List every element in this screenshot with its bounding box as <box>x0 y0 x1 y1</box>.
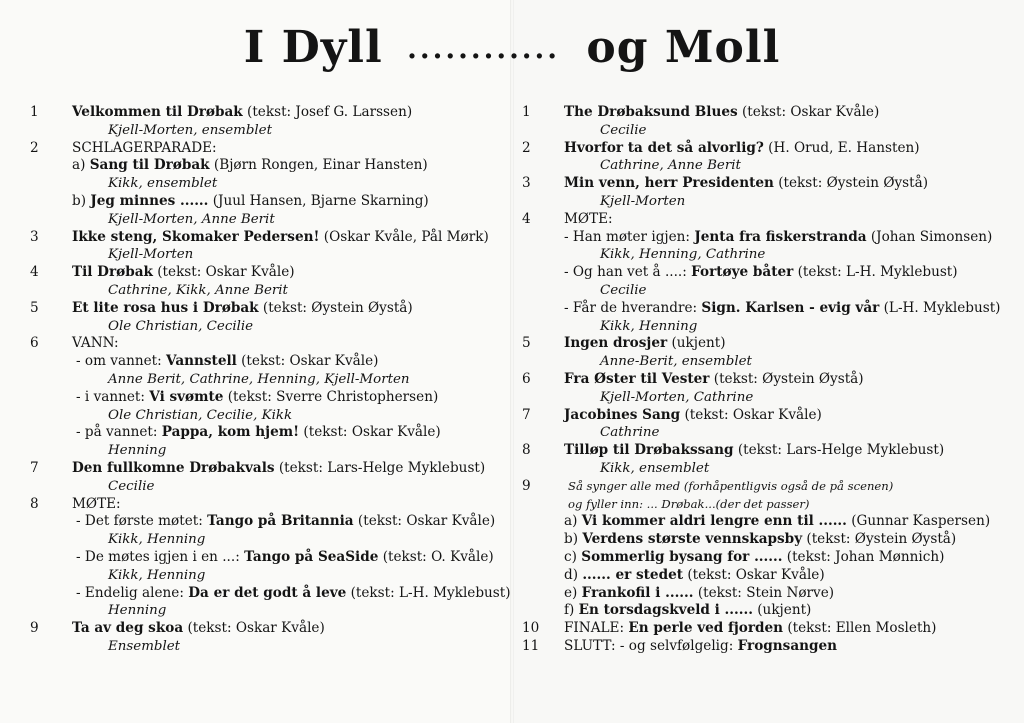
performers: Kikk, ensemblet <box>600 460 710 476</box>
item-text <box>564 211 613 229</box>
performer-line <box>30 122 500 140</box>
performers: Anne Berit, Cathrine, Henning, Kjell-Morten <box>108 371 410 387</box>
item-number: 2 <box>522 139 531 156</box>
item-text <box>72 157 428 175</box>
performer-line <box>30 318 500 336</box>
item-detail: - Får de hverandre: <box>564 299 702 316</box>
item-number: 4 <box>522 210 531 227</box>
item-text <box>72 229 489 247</box>
item-text <box>72 300 413 318</box>
performer-line <box>522 460 1002 478</box>
item-number: 11 <box>522 637 540 654</box>
item-detail: (tekst: Oskar Kvåle) <box>683 566 825 583</box>
program-left-column <box>30 104 511 656</box>
page-fold <box>510 0 514 723</box>
performers: Cecilie <box>600 122 647 138</box>
program-item <box>522 140 1002 158</box>
title-dots: ............ <box>407 32 561 65</box>
program-item <box>522 264 1002 282</box>
item-detail: (tekst: L-H. Myklebust) <box>793 264 958 281</box>
program-item <box>522 567 1002 585</box>
item-text <box>72 193 429 211</box>
program-item <box>522 620 1002 638</box>
performer-line <box>30 175 500 193</box>
song-title: Pappa, kom hjem! <box>161 424 300 441</box>
item-detail: (tekst: Sverre Christophersen) <box>223 388 439 405</box>
item-number: 1 <box>522 104 531 120</box>
item-text <box>564 602 811 620</box>
performers: Kjell-Morten, ensemblet <box>108 122 272 138</box>
performer-line <box>522 157 1002 175</box>
item-detail: - om vannet: <box>76 353 167 370</box>
song-title: Verdens største vennskapsby <box>582 531 803 548</box>
item-text <box>564 567 825 585</box>
item-number: 10 <box>522 620 540 637</box>
song-title: Frognsangen <box>737 637 838 654</box>
program-item <box>522 211 1002 229</box>
item-detail: f) <box>564 602 579 619</box>
song-title: Sommerlig bysang for ...... <box>581 548 783 565</box>
item-detail: (tekst: Oskar Kvåle) <box>353 513 496 530</box>
item-detail: (Juul Hansen, Bjarne Skarning) <box>208 192 429 209</box>
item-detail: (tekst: Oskar Kvåle) <box>680 406 822 423</box>
item-text <box>76 389 438 407</box>
item-text <box>76 549 494 567</box>
item-number: 6 <box>30 335 39 352</box>
song-title: The Drøbaksund Blues <box>564 104 738 120</box>
item-number: 1 <box>30 104 39 120</box>
item-detail: - Han møter igjen: <box>564 228 695 245</box>
handwritten-note <box>522 478 1002 496</box>
item-detail: - i vannet: <box>76 388 150 405</box>
performers: Kikk, Henning, Cathrine <box>600 247 766 263</box>
item-detail: (tekst: Øystein Øystå) <box>258 299 413 316</box>
item-detail: - Det første møtet: <box>76 513 208 530</box>
item-detail: (ukjent) <box>752 602 812 619</box>
item-text <box>564 407 822 425</box>
item-number: 8 <box>522 442 531 459</box>
song-title: Velkommen til Drøbak <box>72 104 243 120</box>
item-detail: a) <box>72 157 90 174</box>
song-title: Vannstell <box>166 353 237 370</box>
performer-line <box>522 246 1002 264</box>
performers: Kikk, Henning <box>600 318 698 334</box>
song-title: Jenta fra fiskerstranda <box>694 228 867 245</box>
item-number: 3 <box>522 175 531 192</box>
item-text <box>564 300 1000 318</box>
performer-line <box>30 371 500 389</box>
performers: Ensemblet <box>108 638 181 654</box>
item-number: 7 <box>522 406 531 423</box>
song-title: Fortøye båter <box>691 264 794 281</box>
item-text <box>564 264 958 282</box>
item-detail: (tekst: L-H. Myklebust) <box>346 584 511 601</box>
performers: Kikk, Henning <box>108 532 206 548</box>
item-detail: (tekst: Lars-Helge Myklebust) <box>733 442 945 459</box>
performers: Kjell-Morten <box>108 247 194 263</box>
item-text <box>72 264 295 282</box>
item-detail: MØTE: <box>72 495 121 512</box>
song-title: Fra Øster til Vester <box>564 370 710 387</box>
item-detail: (L-H. Myklebust) <box>879 299 1001 316</box>
item-text <box>564 371 864 389</box>
performers: Kikk, ensemblet <box>108 176 218 192</box>
performer-line <box>522 353 1002 371</box>
item-number: 5 <box>522 335 531 352</box>
item-text <box>564 335 726 353</box>
program-item <box>30 620 500 638</box>
program-item <box>522 531 1002 549</box>
song-title: Til Drøbak <box>72 264 153 281</box>
program-item <box>30 584 511 603</box>
song-title: En torsdagskveld i ...... <box>578 602 753 619</box>
program-item <box>522 407 1002 425</box>
item-number: 9 <box>522 477 531 494</box>
performers: Ole Christian, Cecilie <box>108 318 254 334</box>
item-detail: MØTE: <box>564 210 613 227</box>
item-detail: (tekst: Oskar Kvåle) <box>152 264 295 281</box>
item-number: 4 <box>30 264 39 281</box>
performer-line <box>30 246 500 264</box>
item-detail: (Gunnar Kaspersen) <box>846 513 991 530</box>
item-detail: - Og han vet å ....: <box>564 264 692 281</box>
item-text <box>564 175 928 193</box>
item-detail: SLUTT: - og selvfølgelig: <box>564 637 738 654</box>
title-left: I Dyll <box>243 22 383 73</box>
item-detail: (tekst: Oskar Kvåle) <box>299 424 441 441</box>
handwritten-note <box>522 496 1002 514</box>
song-title: En perle ved fjorden <box>628 620 784 637</box>
performers: Kikk, Henning <box>108 567 206 583</box>
performers: Henning <box>108 443 167 459</box>
item-detail: (H. Orud, E. Hansten) <box>763 139 920 156</box>
item-detail: (ukjent) <box>667 335 726 352</box>
program-item <box>30 353 500 371</box>
performers: Henning <box>108 603 167 619</box>
item-detail: (tekst: O. Kvåle) <box>378 548 494 565</box>
program-item <box>522 442 1002 460</box>
performers: Cathrine, Anne Berit <box>600 158 741 174</box>
item-text <box>72 460 485 478</box>
program-item <box>522 104 1002 122</box>
item-detail: (tekst: Josef G. Larssen) <box>242 104 413 120</box>
item-detail: (tekst: Lars-Helge Myklebust) <box>274 459 486 476</box>
item-detail: FINALE: <box>564 620 629 637</box>
note-text: Så synger alle med (forhåpentligvis også de på scenen) <box>568 478 894 493</box>
song-title: Tango på SeaSide <box>244 548 379 565</box>
item-detail: VANN: <box>72 335 119 352</box>
item-detail: (tekst: Oskar Kvåle) <box>236 353 379 370</box>
program-item <box>30 300 500 318</box>
item-detail: (Oskar Kvåle, Pål Mørk) <box>319 228 489 245</box>
program-item <box>30 104 500 122</box>
item-detail: a) <box>564 513 582 530</box>
item-detail: e) <box>564 584 582 601</box>
program-item <box>522 175 1002 193</box>
song-title: Jeg minnes ...... <box>90 192 209 209</box>
performer-line <box>522 282 1002 300</box>
item-text <box>564 104 879 122</box>
performer-line <box>522 389 1002 407</box>
item-detail: d) <box>564 566 583 583</box>
song-title: Tilløp til Drøbakssang <box>564 442 734 459</box>
program-item <box>522 585 1002 603</box>
song-title: Tango på Britannia <box>207 513 354 530</box>
performer-line <box>30 211 500 229</box>
item-detail: - på vannet: <box>76 424 162 441</box>
song-title: Ingen drosjer <box>564 335 668 352</box>
item-detail: c) <box>564 548 582 565</box>
song-title: Frankofil i ...... <box>581 584 694 601</box>
program-item <box>30 460 500 478</box>
performer-line <box>522 318 1002 336</box>
program-item <box>30 513 500 531</box>
item-detail: (tekst: Johan Mønnich) <box>782 548 945 565</box>
item-text <box>564 585 834 603</box>
performer-line <box>30 442 500 460</box>
item-detail: - Endelig alene: <box>76 584 189 601</box>
item-detail: b) <box>72 192 91 209</box>
performer-line <box>30 567 500 585</box>
song-title: Sign. Karlsen - evig vår <box>701 299 880 316</box>
item-text <box>76 424 441 442</box>
item-text <box>76 513 495 531</box>
item-detail: (tekst: Øystein Øystå) <box>802 531 957 548</box>
item-detail: (tekst: Oskar Kvåle) <box>737 104 880 120</box>
performers: Kjell-Morten, Cathrine <box>600 389 754 405</box>
song-title: Den fullkomne Drøbakvals <box>72 459 275 476</box>
program-item <box>522 638 1002 656</box>
performer-line <box>522 122 1002 140</box>
item-text <box>76 353 378 371</box>
item-text <box>72 140 217 158</box>
item-text <box>564 513 990 531</box>
program-item <box>30 496 500 514</box>
item-number: 3 <box>30 228 39 245</box>
item-detail: (tekst: Oskar Kvåle) <box>183 620 325 637</box>
performers: Cathrine <box>600 425 660 441</box>
song-title: Jacobines Sang <box>564 406 681 423</box>
song-title: Ta av deg skoa <box>72 620 184 637</box>
item-number: 8 <box>30 495 39 512</box>
program-item <box>30 264 500 282</box>
song-title: Et lite rosa hus i Drøbak <box>72 299 259 316</box>
item-text <box>564 620 936 638</box>
program-item <box>30 193 500 211</box>
program-right-column <box>522 104 1002 656</box>
item-text <box>72 620 325 638</box>
item-number: 7 <box>30 459 39 476</box>
performer-line <box>522 193 1002 211</box>
item-detail: b) <box>564 531 583 548</box>
item-text <box>76 585 511 603</box>
song-title: Sang til Drøbak <box>89 157 210 174</box>
performers: Ole Christian, Cecilie, Kikk <box>108 407 293 423</box>
item-text <box>564 531 956 549</box>
program-item <box>30 229 500 247</box>
item-detail: (tekst: Stein Nørve) <box>693 584 835 601</box>
program-item <box>30 424 500 442</box>
program-item <box>522 602 1002 620</box>
performer-line <box>30 638 500 656</box>
item-detail: - De møtes igjen i en ...: <box>76 548 245 565</box>
program-item <box>522 335 1002 353</box>
program-item <box>30 549 500 567</box>
item-number: 5 <box>30 299 39 316</box>
program-item <box>30 389 500 407</box>
item-detail: (Johan Simonsen) <box>866 228 993 245</box>
performer-line <box>30 407 500 425</box>
program-item <box>30 157 500 175</box>
item-number: 2 <box>30 139 39 156</box>
program-item <box>522 549 1002 567</box>
performers: Anne-Berit, ensemblet <box>600 354 752 370</box>
performers: Kjell-Morten, Anne Berit <box>108 211 275 227</box>
item-detail: (tekst: Øystein Øystå) <box>773 175 929 192</box>
performer-line <box>30 602 500 620</box>
item-number: 9 <box>30 620 39 637</box>
performer-line <box>30 282 500 300</box>
song-title: Vi kommer aldri lengre enn til ...... <box>581 513 847 530</box>
item-text <box>72 496 121 514</box>
song-title: Da er det godt å leve <box>188 584 347 601</box>
program-item <box>30 335 500 353</box>
item-text <box>564 140 920 158</box>
item-detail: SCHLAGERPARADE: <box>72 139 217 156</box>
item-text <box>564 638 837 656</box>
item-detail: (Bjørn Rongen, Einar Hansten) <box>209 157 428 174</box>
title-right: og Moll <box>586 22 781 73</box>
performers: Cathrine, Kikk, Anne Berit <box>108 282 288 298</box>
item-text <box>564 229 992 247</box>
song-title: Vi svømte <box>149 388 224 405</box>
item-detail: (tekst: Øystein Øystå) <box>709 370 864 387</box>
song-title: ...... er stedet <box>582 566 684 583</box>
program-item <box>522 513 1002 531</box>
performer-line <box>522 424 1002 442</box>
performers: Kjell-Morten <box>600 193 686 209</box>
song-title: Min venn, herr Presidenten <box>564 175 774 192</box>
item-text <box>72 104 412 122</box>
item-text <box>564 442 944 460</box>
program-item <box>522 300 1002 318</box>
song-title: Hvorfor ta det så alvorlig? <box>564 139 764 156</box>
performer-line <box>30 531 500 549</box>
program-title <box>0 24 1024 72</box>
performers: Cecilie <box>108 478 155 494</box>
item-number: 6 <box>522 370 531 387</box>
note-text: og fyller inn: ... Drøbak...(der det passer) <box>568 496 810 511</box>
item-detail: (tekst: Ellen Mosleth) <box>783 620 937 637</box>
program-item <box>522 229 1002 247</box>
item-text <box>564 549 944 567</box>
song-title: Ikke steng, Skomaker Pedersen! <box>72 228 320 245</box>
performers: Cecilie <box>600 282 647 298</box>
item-text <box>72 335 119 353</box>
performer-line <box>30 478 500 496</box>
program-item <box>522 371 1002 389</box>
program-item <box>30 140 500 158</box>
